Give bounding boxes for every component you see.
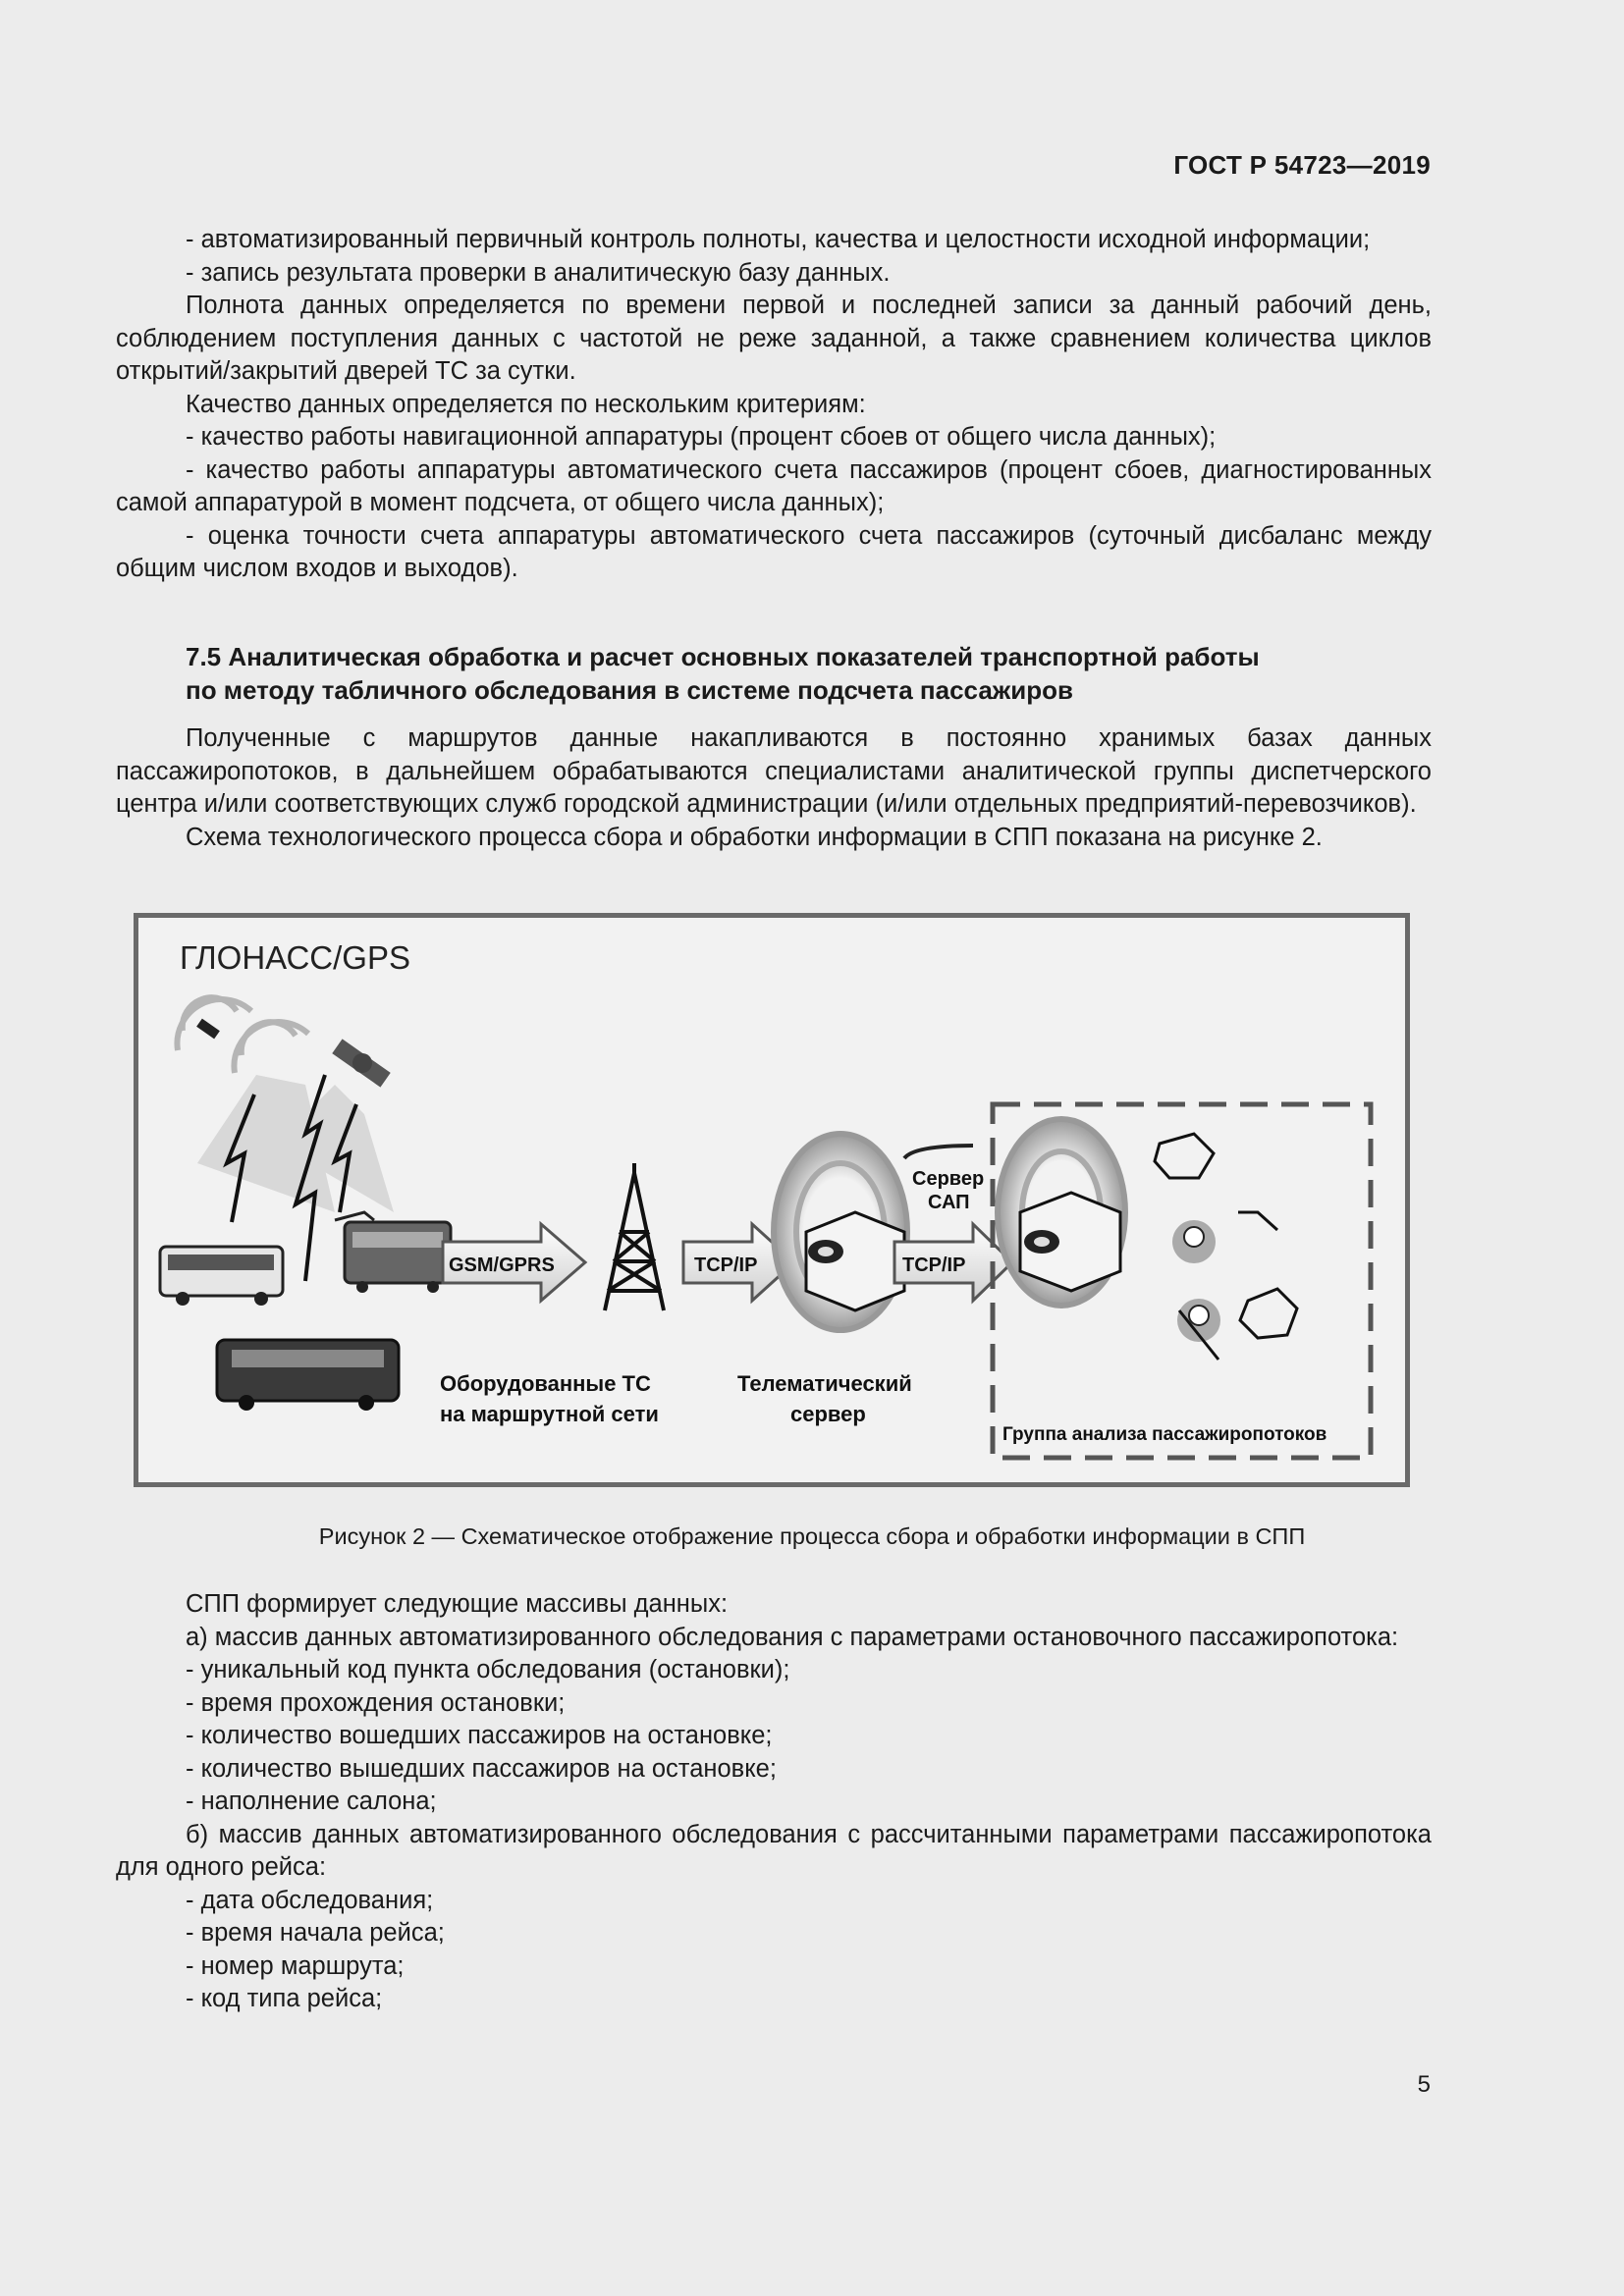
paragraph: СПП формирует следующие массивы данных: (186, 1590, 729, 1618)
paragraph: б) массив данных автоматизированного обследования с рассчитанными параметрами пассажиропотока для одного рейса: (116, 1820, 1432, 1881)
text-block-data-arrays (116, 1588, 1432, 2016)
radio-tower-icon (605, 1163, 664, 1310)
arrow-label: TCP/IP (694, 1255, 758, 1276)
paragraph: - время прохождения остановки; (186, 1688, 566, 1717)
figure-caption: Рисунок 2 — Схематическое отображение процесса сбора и обработки информации в СПП (318, 1523, 1306, 1549)
analyst-workstations-icon (1155, 1134, 1297, 1360)
arrow-label: GSM/GPRS (449, 1255, 555, 1276)
paragraph: - оценка точности счета аппаратуры автоматического счета пассажиров (суточный дисбаланс между общим числом входов и выходов). (116, 521, 1432, 582)
bus-icon (160, 1247, 283, 1306)
paragraph: - качество работы аппаратуры автоматического счета пассажиров (процент сбоев, диагностированных самой аппаратурой в момент подсчета, от общего числа данных); (116, 455, 1432, 516)
section-heading-line: по методу табличного обследования в системе подсчета пассажиров (186, 675, 1073, 705)
paragraph: - количество вышедших пассажиров на остановке; (186, 1754, 777, 1783)
group-label: Группа анализа пассажиропотоков (1002, 1424, 1327, 1445)
paragraph: Качество данных определяется по нескольким критериям: (186, 390, 866, 418)
text-block-quality (116, 224, 1432, 586)
analysis-server-icon (998, 1119, 1125, 1306)
tram-icon (335, 1212, 451, 1293)
telematic-label: сервер (790, 1402, 866, 1426)
section-heading-line: 7.5 Аналитическая обработка и расчет основных показателей транспортной работы (186, 642, 1260, 671)
paragraph: Схема технологического процесса сбора и обработки информации в СПП показана на рисунке 2. (186, 823, 1323, 851)
vehicles-label: на маршрутной сети (440, 1402, 659, 1426)
paragraph: Полнота данных определяется по времени первой и последней записи за данный рабочий день, соблюдением поступления данных с частотой не реже заданной, а также сравнением количества циклов открытий/закрытий дверей ТС за сутки. (116, 292, 1432, 385)
paragraph: - время начала рейса; (186, 1919, 445, 1947)
section-heading (186, 640, 1364, 707)
paragraph: Полученные с маршрутов данные накапливаются в постоянно хранимых базах данных пассажиропотоков, в дальнейшем обрабатываются специалистами аналитической группы диспетчерского центра и/или соответствующих служб городской администрации (и/или отдельных предприятий-перевозчиков). (116, 724, 1432, 818)
figure-title: ГЛОНАСС/GPS (180, 939, 410, 976)
page-number: 5 (1417, 2071, 1431, 2098)
paragraph: - уникальный код пункта обследования (остановки); (186, 1656, 790, 1683)
paragraph: - номер маршрута; (186, 1951, 405, 1980)
figure-process-scheme (134, 913, 1410, 1487)
paragraph: а) массив данных автоматизированного обследования с параметрами остановочного пассажиропотока: (186, 1623, 1399, 1651)
server-sap-line: Сервер (912, 1168, 985, 1190)
server-sap-line: САП (928, 1192, 970, 1213)
server-sap-label (904, 1146, 984, 1213)
paragraph: - запись результата проверки в аналитическую базу данных. (186, 258, 891, 287)
telematic-label: Телематический (737, 1371, 912, 1396)
paragraph: - наполнение салона; (186, 1788, 437, 1815)
paragraph: - количество вошедших пассажиров на остановке; (186, 1722, 773, 1749)
paragraph: - код типа рейса; (186, 1985, 383, 2012)
trolleybus-icon (217, 1340, 399, 1411)
vehicles-label: Оборудованные ТС (440, 1371, 651, 1396)
arrow-label: TCP/IP (902, 1255, 966, 1276)
arrow-gsm-gprs (443, 1224, 585, 1301)
text-block-analysis (116, 722, 1432, 854)
paragraph: - качество работы навигационной аппаратуры (процент сбоев от общего числа данных); (186, 423, 1217, 451)
satellite-signal-icon (177, 997, 308, 1073)
telematic-server-icon (774, 1134, 907, 1330)
document-id: ГОСТ Р 54723—2019 (1173, 150, 1431, 180)
paragraph: - дата обследования; (186, 1886, 434, 1914)
paragraph: - автоматизированный первичный контроль полноты, качества и целостности исходной информации; (186, 226, 1371, 253)
